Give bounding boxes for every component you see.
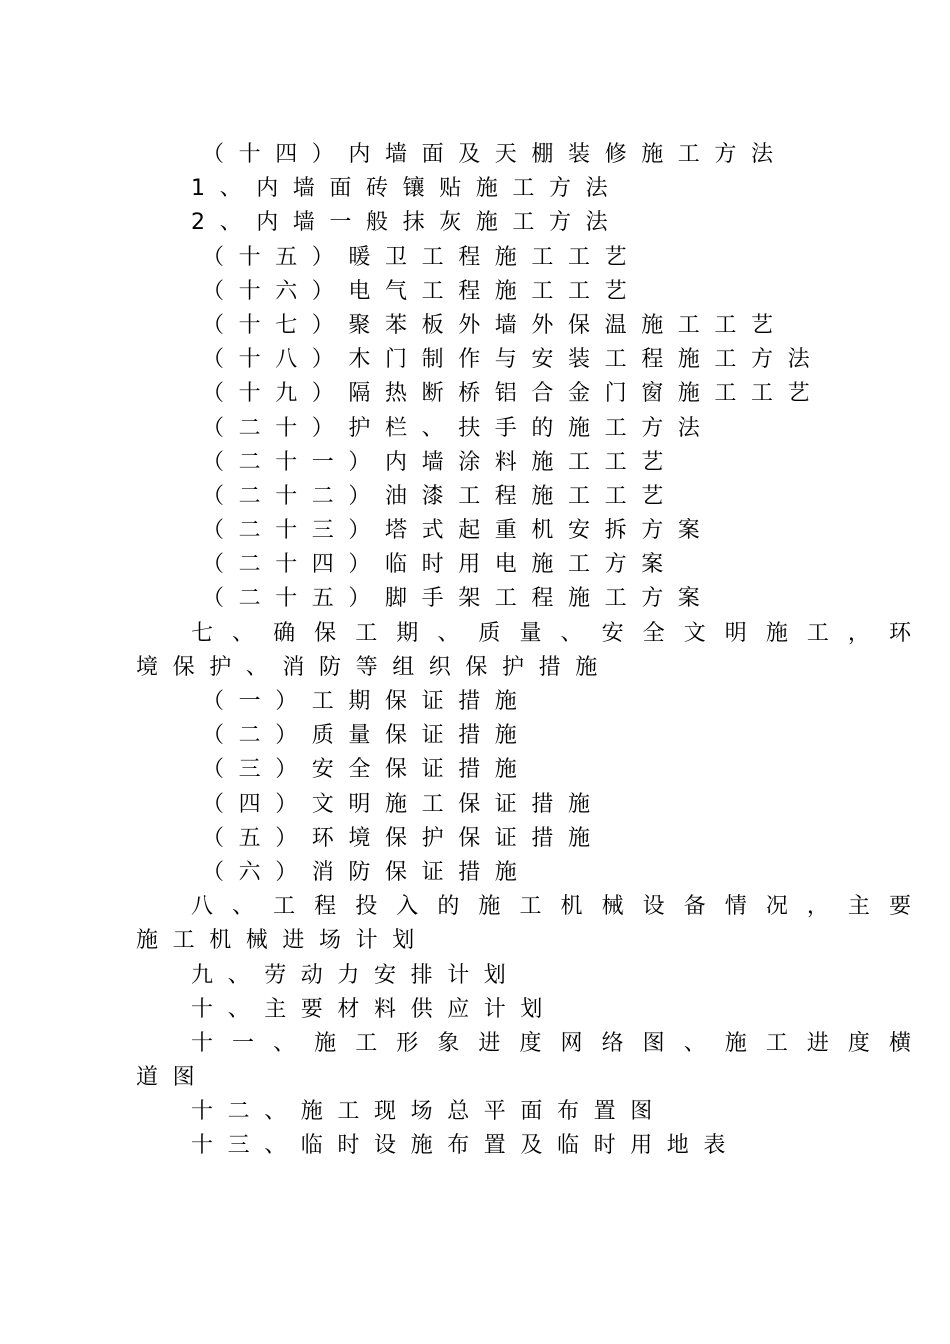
toc-entry: （四）文明施工保证措施	[202, 791, 605, 817]
toc-entry: 十二、施工现场总平面布置图	[191, 1099, 667, 1125]
toc-entry-continuation: 施工机械进场计划	[136, 928, 429, 954]
toc-entry: 1、内墙面砖镶贴施工方法	[191, 176, 623, 202]
toc-entry: 十三、临时设施布置及临时用地表	[191, 1133, 741, 1159]
toc-entry: （十九）隔热断桥铝合金门窗施工工艺	[202, 381, 825, 407]
toc-entry: 八 、 工 程 投 入 的 施 工 机 械 设 备 情 况 ， 主 要	[191, 894, 911, 920]
toc-entry: 十 一 、 施 工 形 象 进 度 网 络 图 、 施 工 进 度 横	[191, 1030, 911, 1056]
toc-entry: （二十二）油漆工程施工工艺	[202, 483, 678, 509]
toc-entry: （二十四）临时用电施工方案	[202, 552, 678, 578]
toc-entry: （二十一）内墙涂料施工工艺	[202, 449, 678, 475]
toc-entry: 十、主要材料供应计划	[191, 996, 558, 1022]
toc-entry-continuation: 境保护、消防等组织保护措施	[136, 654, 612, 680]
toc-entry: （十五）暖卫工程施工工艺	[202, 244, 642, 270]
toc-entry: （五）环境保护保证措施	[202, 825, 605, 851]
toc-entry: 2、内墙一般抹灰施工方法	[191, 210, 623, 236]
toc-entry: （三）安全保证措施	[202, 757, 532, 783]
toc-entry: 九、劳动力安排计划	[191, 962, 521, 988]
toc-entry: （二）质量保证措施	[202, 723, 532, 749]
toc-entry: （一）工期保证措施	[202, 689, 532, 714]
toc-entry: （二十三）塔式起重机安拆方案	[202, 518, 715, 544]
toc-entry-continuation: 道图	[136, 1065, 210, 1091]
toc-entry: （六）消防保证措施	[202, 859, 532, 885]
toc-entry: （十四）内墙面及天棚装修施工方法	[202, 142, 788, 167]
toc-entry: （二十五）脚手架工程施工方案	[202, 586, 715, 612]
table-of-contents	[0, 138, 950, 1164]
toc-entry: （二十）护栏、扶手的施工方法	[202, 415, 715, 441]
toc-entry: （十八）木门制作与安装工程施工方法	[202, 347, 825, 373]
toc-entry: （十七）聚苯板外墙外保温施工工艺	[202, 312, 788, 338]
toc-entry: 七 、 确 保 工 期 、 质 量 、 安 全 文 明 施 工 ， 环	[191, 620, 911, 646]
toc-entry: （十六）电气工程施工工艺	[202, 278, 642, 304]
